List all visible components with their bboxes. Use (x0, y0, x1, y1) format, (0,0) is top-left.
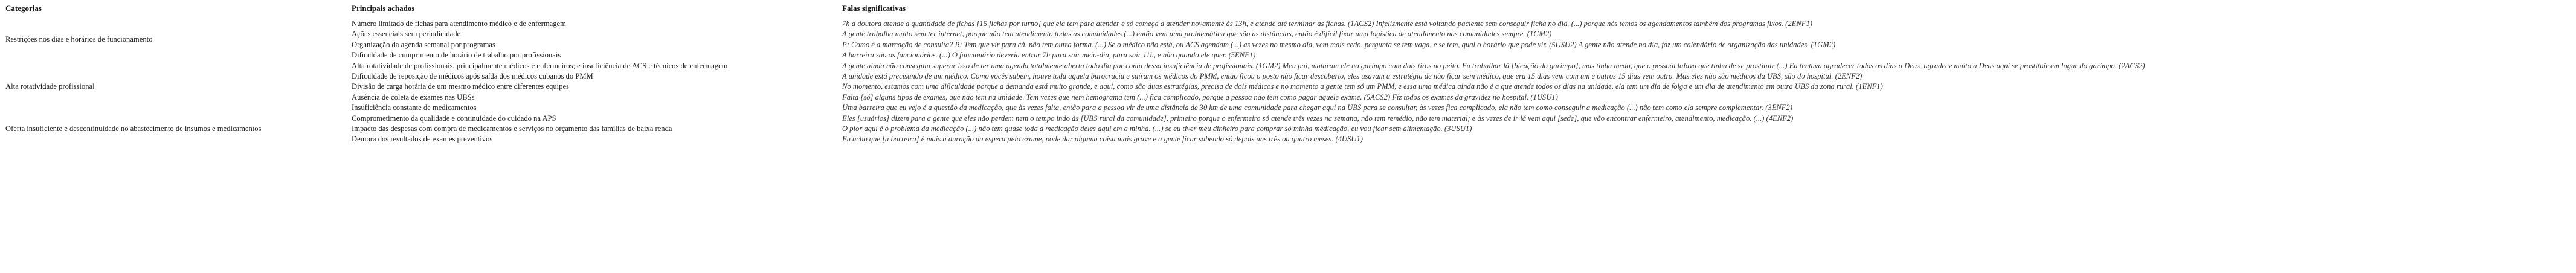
quote-cell: No momento, estamos com uma dificuldade porque a demanda está muito grande, e aqui, como são duas estratégias, precisa de dois médicos e no momento a gente tem só um PMM, e essa uma médica ainda não é a que atende todos os dias na unidade, ela tem um dia de folga e um dia de atendimento em outra UBS da zona rural. (1ENF1) (842, 82, 1883, 91)
quote-cell: A gente trabalha muito sem ter internet, porque não tem atendimento todas as comunidades (...) então vem uma problemática que são as distâncias, então é difícil fixar uma logística de atendimento nas comunidades sempre. (1GM2) (842, 30, 1552, 39)
table-row (0, 61, 2576, 71)
finding-cell: Divisão de carga horária de um mesmo médico entre diferentes equipes (352, 82, 569, 91)
finding-cell: Dificuldade de reposição de médicos após saída dos médicos cubanos do PMM (352, 72, 593, 81)
category-cell: Oferta insuficiente e descontinuidade no abastecimento de insumos e medicamentos (5, 124, 262, 133)
table-header-row (0, 0, 2576, 19)
quote-cell: Falta [só] alguns tipos de exames, que não têm na unidade. Tem vezes que nem hemograma tem (...) fica complicado, porque a pessoa não tem como pagar aquele exame. (5ACS2) Fiz todos os exames da gravidez no hospital. (1USU1) (842, 92, 1558, 101)
finding-cell: Insuficiência constante de medicamentos (352, 103, 477, 112)
table-row (0, 114, 2576, 124)
table-row (0, 103, 2576, 113)
finding-cell: Organização da agenda semanal por programas (352, 40, 495, 49)
finding-cell: Número limitado de fichas para atendimento médico e de enfermagem (352, 19, 566, 28)
finding-cell: Ações essenciais sem periodicidade (352, 30, 461, 39)
table-row (0, 134, 2576, 144)
table-row (0, 40, 2576, 50)
quote-cell: Eles [usuários] dizem para a gente que eles não perdem nem o tempo indo às [UBS rural da comunidade], primeiro porque o enfermeiro só atende três vezes na semana, não tem remédio, não tem material; e às vezes de ir lá vem aqui [sede], que vão encontrar enfermeiro, atendimento, medicação. (...) (4ENF2) (842, 114, 1794, 123)
header-categorias: Categorias (5, 4, 42, 13)
quote-cell: Eu acho que [a barreira] é mais a duração da espera pelo exame, pode dar alguma coisa mais grave e a gente ficar sabendo só depois uns três ou quatro meses. (4USU1) (842, 135, 1363, 144)
finding-cell: Comprometimento da qualidade e continuidade do cuidado na APS (352, 114, 556, 123)
table-row (0, 29, 2576, 39)
quote-cell: P: Como é a marcação de consulta? R: Tem que vir para cá, não tem outra forma. (...) Se o médico não está, ou ACS agendam (...) as vezes no mesmo dia, vem mais cedo, pergunta se tem vaga, e se tem, qual o horário que pode vir. (5USU2) A gente não atende no dia, faz um calendário de organização das unidades. (1GM2) (842, 40, 1836, 49)
quote-cell: O pior aqui é o problema da medicação (...) não tem quase toda a medicação deles aqui em a minha. (...) se eu tiver meu dinheiro para comprar só minha medicação, eu vou ficar sem alimentação. (3USU1) (842, 124, 1472, 133)
category-cell: Restrições nos dias e horários de funcionamento (5, 35, 153, 44)
quote-cell: 7h a doutora atende a quantidade de fichas [15 fichas por turno] que ela tem para atender e só começa a atender novamente às 13h, e atende até terminar as fichas. (1ACS2) Infelizmente está voltando paciente sem conseguir ficha no dia. (...) porque nós temos os agendamentos também dos programas fixos. (2ENF1) (842, 19, 1812, 28)
finding-cell: Demora dos resultados de exames preventivos (352, 135, 493, 144)
category-cell: Alta rotatividade profissional (5, 82, 95, 91)
header-falas-significativas: Falas significativas (842, 4, 906, 13)
table-row (0, 19, 2576, 29)
quote-cell: A barreira são os funcionários. (...) O funcionário deveria entrar 7h para sair meio-dia, para sair 11h, e não quando ele quer. (5ENF1) (842, 51, 1256, 60)
table-row (0, 124, 2576, 134)
finding-cell: Ausência de coleta de exames nas UBSs (352, 92, 475, 101)
table-row (0, 50, 2576, 60)
finding-cell: Dificuldade de cumprimento de horário de trabalho por profissionais (352, 51, 561, 60)
table-row (0, 82, 2576, 92)
quote-cell: A gente ainda não conseguiu superar isso de ter uma agenda totalmente aberta todo dia por conta dessa insuficiência de profissionais. (1GM2) Meu pai, mataram ele no garimpo com dois tiros no peito. Eu trabalhar lá [bicação do garimpo], mas tinha medo, que o pessoal falava que tinha de se prostituir (...) Eu tentava agradecer todos os dias a Deus, agradece muito a Deus aqui se prostituir em lugar do garimpo. (2ACS2) (842, 61, 2145, 70)
table-row (0, 71, 2576, 82)
quote-cell: Uma barreira que eu vejo é a questão da medicação, que às vezes falta, então para a pessoa vir de uma distância de 30 km de uma comunidade para chegar aqui na UBS para se consultar, às vezes fica complicado, ela não tem como conseguir a medicação (...) não tem como ela sempre complementar. (3ENF2) (842, 103, 1792, 112)
quote-cell: A unidade está precisando de um médico. Como vocês sabem, houve toda aquela burocracia e saíram os médicos do PMM, então ficou o posto não ficar descoberto, eles usavam a estratégia de não ficar sem médico, que era 15 dias vem com um e outros 15 dias vem outro. Mas eles não são médicos da UBS, são do hospital. (2ENF2) (842, 72, 1863, 81)
header-principais-achados: Principais achados (352, 4, 415, 13)
table-row (0, 92, 2576, 103)
finding-cell: Alta rotatividade de profissionais, principalmente médicos e enfermeiros; e insuficiência de ACS e técnicos de enfermagem (352, 61, 728, 70)
finding-cell: Impacto das despesas com compra de medicamentos e serviços no orçamento das famílias de baixa renda (352, 124, 672, 133)
